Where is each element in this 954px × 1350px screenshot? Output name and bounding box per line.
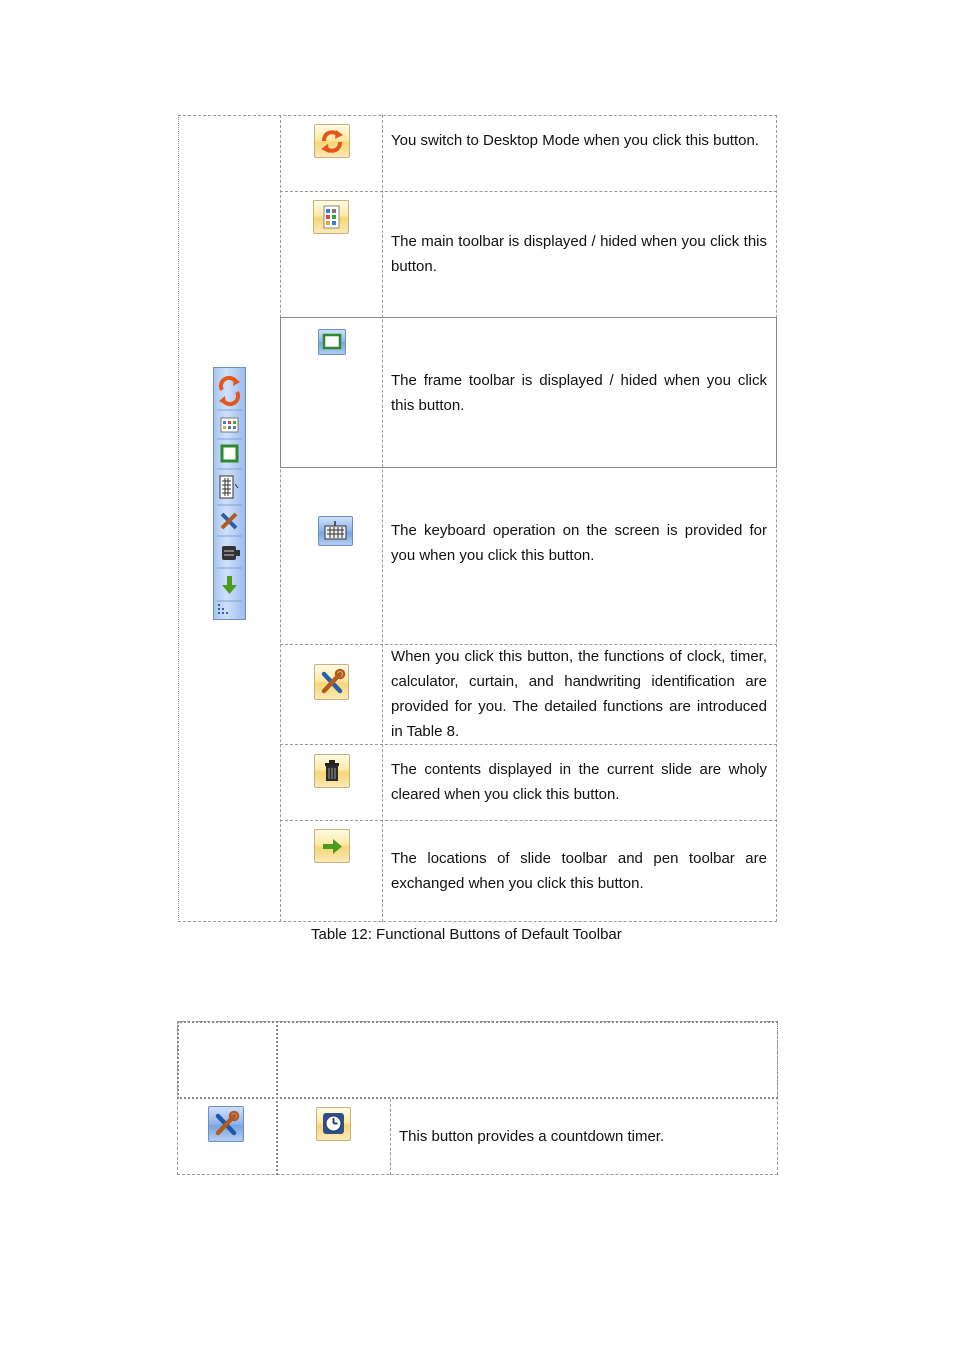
table-row-divider: [280, 467, 777, 468]
table-row-description: You switch to Desktop Mode when you click this button.: [391, 132, 759, 149]
table-header-row: [177, 1021, 778, 1099]
table-column-divider: [382, 115, 383, 922]
table-row-description: The locations of slide toolbar and pen toolbar are exchanged when you click this button.: [391, 850, 767, 892]
main-toolbar-icon: [313, 200, 349, 234]
frame-toolbar-icon: [222, 446, 237, 461]
table-cell-frame: [776, 317, 777, 468]
table-row-description: The contents displayed in the current slide are wholy cleared when you click this button.: [391, 761, 767, 803]
toolbar-icons: [214, 368, 245, 619]
timer-icon: [316, 1107, 351, 1141]
table-row-description: When you click this button, the functions of clock, timer, calculator, curtain, and handwriting identification are provided for you. The detailed functions are introduced in Table 8.: [391, 648, 767, 740]
trash-toolbar-icon: [222, 546, 240, 560]
table-cell-frame: [280, 317, 281, 468]
frame-toolbar-icon: [318, 329, 346, 355]
tools-icon: [314, 664, 349, 700]
tools-icon: [208, 1106, 244, 1142]
desktop-mode-icon: [314, 124, 350, 158]
table-column-divider: [276, 1021, 278, 1175]
table-row-divider: [280, 744, 777, 745]
table-column-divider: [280, 115, 281, 922]
default-toolbar-image: [213, 367, 246, 620]
trash-icon: [314, 754, 350, 788]
refresh-icon: [219, 377, 240, 405]
keyboard-toolbar-icon: [220, 476, 238, 498]
table-row-description: The main toolbar is displayed / hided when you click this button.: [391, 233, 767, 275]
table-row-description: This button provides a countdown timer.: [399, 1128, 665, 1145]
grip-icon: [218, 604, 228, 614]
arrow-down-icon: [222, 576, 237, 594]
table-row-divider: [280, 820, 777, 821]
arrow-right-icon: [314, 829, 350, 863]
table-caption: Table 12: Functional Buttons of Default Toolbar: [311, 926, 622, 943]
table-row-description: The keyboard operation on the screen is provided for you when you click this button.: [391, 522, 767, 564]
table-column-divider: [390, 1099, 391, 1175]
main-toolbar-icon: [221, 418, 238, 432]
keyboard-icon: [318, 516, 353, 546]
tools-toolbar-icon: [222, 514, 236, 528]
table-row-divider: [280, 317, 777, 318]
table-row-description: The frame toolbar is displayed / hided when you click this button.: [391, 372, 767, 414]
table-row-divider: [280, 191, 777, 192]
